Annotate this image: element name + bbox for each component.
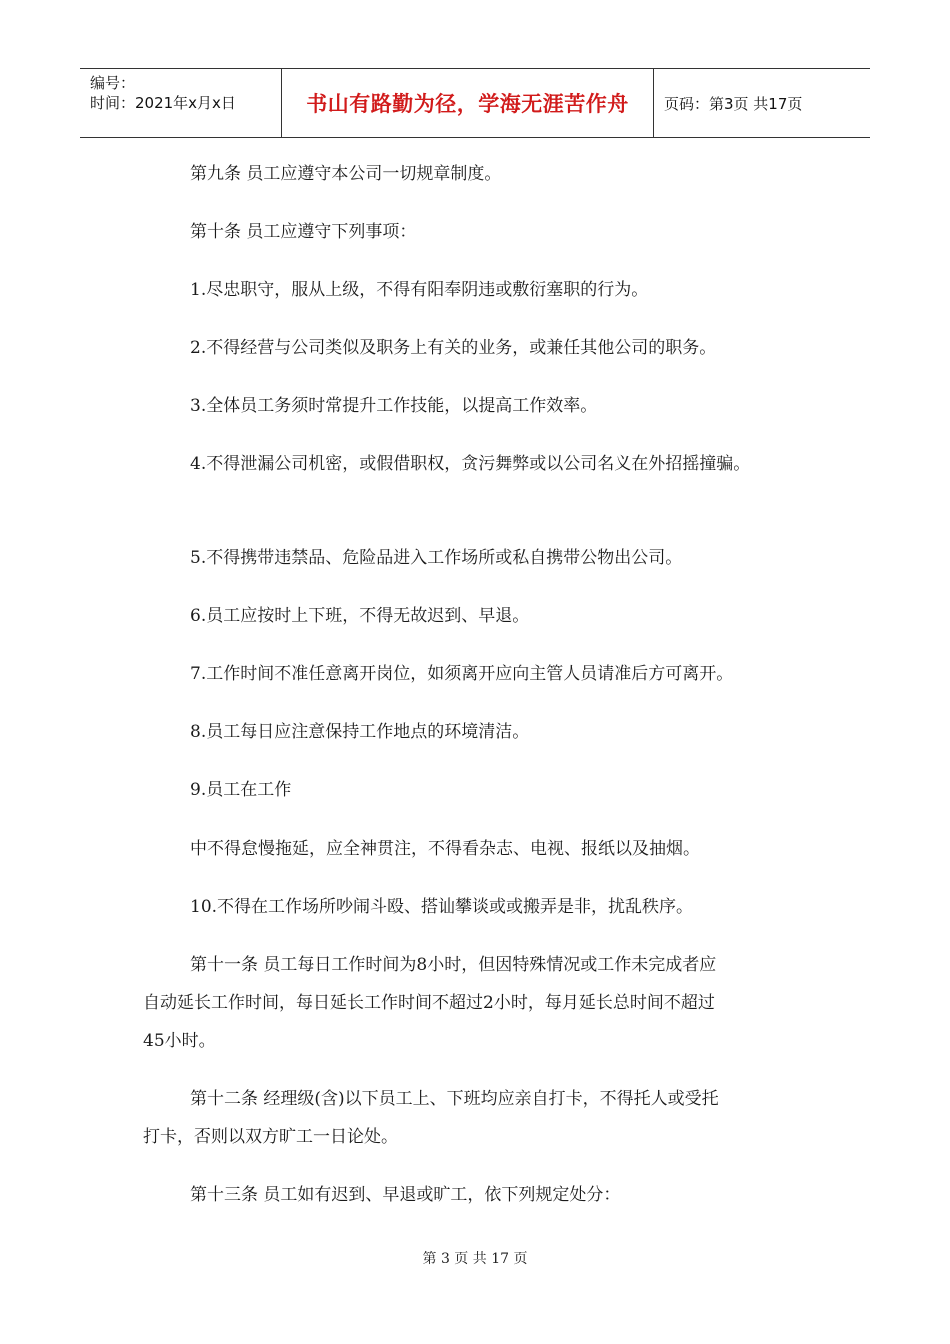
item-8: 8.员工每日应注意保持工作地点的环境清洁。 [190,722,530,742]
item-4: 4.不得泄漏公司机密，或假借职权，贪污舞弊或以公司名义在外招摇撞骗。 [190,454,751,474]
item-10: 10.不得在工作场所吵闹斗殴、搭讪攀谈或或搬弄是非，扰乱秩序。 [190,897,694,917]
item-3: 3.全体员工务须时常提升工作技能，以提高工作效率。 [190,396,598,416]
article-10: 第十条 员工应遵守下列事项： [190,222,417,242]
header-meta [80,69,282,137]
article-12-line-2: 打卡，否则以双方旷工一日论处。 [143,1127,398,1147]
article-9: 第九条 员工应遵守本公司一切规章制度。 [190,164,502,184]
item-2: 2.不得经营与公司类似及职务上有关的业务，或兼任其他公司的职务。 [190,338,717,358]
document-code-label: 编号： [90,74,136,92]
item-9-continued: 中不得怠慢拖延，应全神贯注，不得看杂志、电视、报纸以及抽烟。 [190,839,700,859]
document-time-label: 时间：2021年x月x日 [90,94,236,112]
article-11-line-1: 第十一条 员工每日工作时间为8小时，但因特殊情况或工作未完成者应 [190,955,717,975]
item-6: 6.员工应按时上下班，不得无故迟到、早退。 [190,606,530,626]
article-12-line-1: 第十二条 经理级(含)以下员工上、下班均应亲自打卡，不得托人或受托 [190,1089,719,1109]
item-9: 9.员工在工作 [190,780,292,800]
page-header [80,68,870,138]
page-footer: 第 3 页 共 17 页 [422,1251,528,1267]
item-5: 5.不得携带违禁品、危险品进入工作场所或私自携带公物出公司。 [190,548,683,568]
article-13: 第十三条 员工如有迟到、早退或旷工，依下列规定处分： [190,1185,621,1205]
header-motto: 书山有路勤为径，学海无涯苦作舟 [282,69,654,137]
header-page-info: 页码：第3页 共17页 [664,94,803,113]
article-11-line-2: 自动延长工作时间，每日延长工作时间不超过2小时，每月延长总时间不超过 [143,993,715,1013]
item-7: 7.工作时间不准任意离开岗位，如须离开应向主管人员请准后方可离开。 [190,664,734,684]
article-11-line-3: 45小时。 [143,1031,216,1051]
item-1: 1.尽忠职守，服从上级，不得有阳奉阴违或敷衍塞职的行为。 [190,280,649,300]
